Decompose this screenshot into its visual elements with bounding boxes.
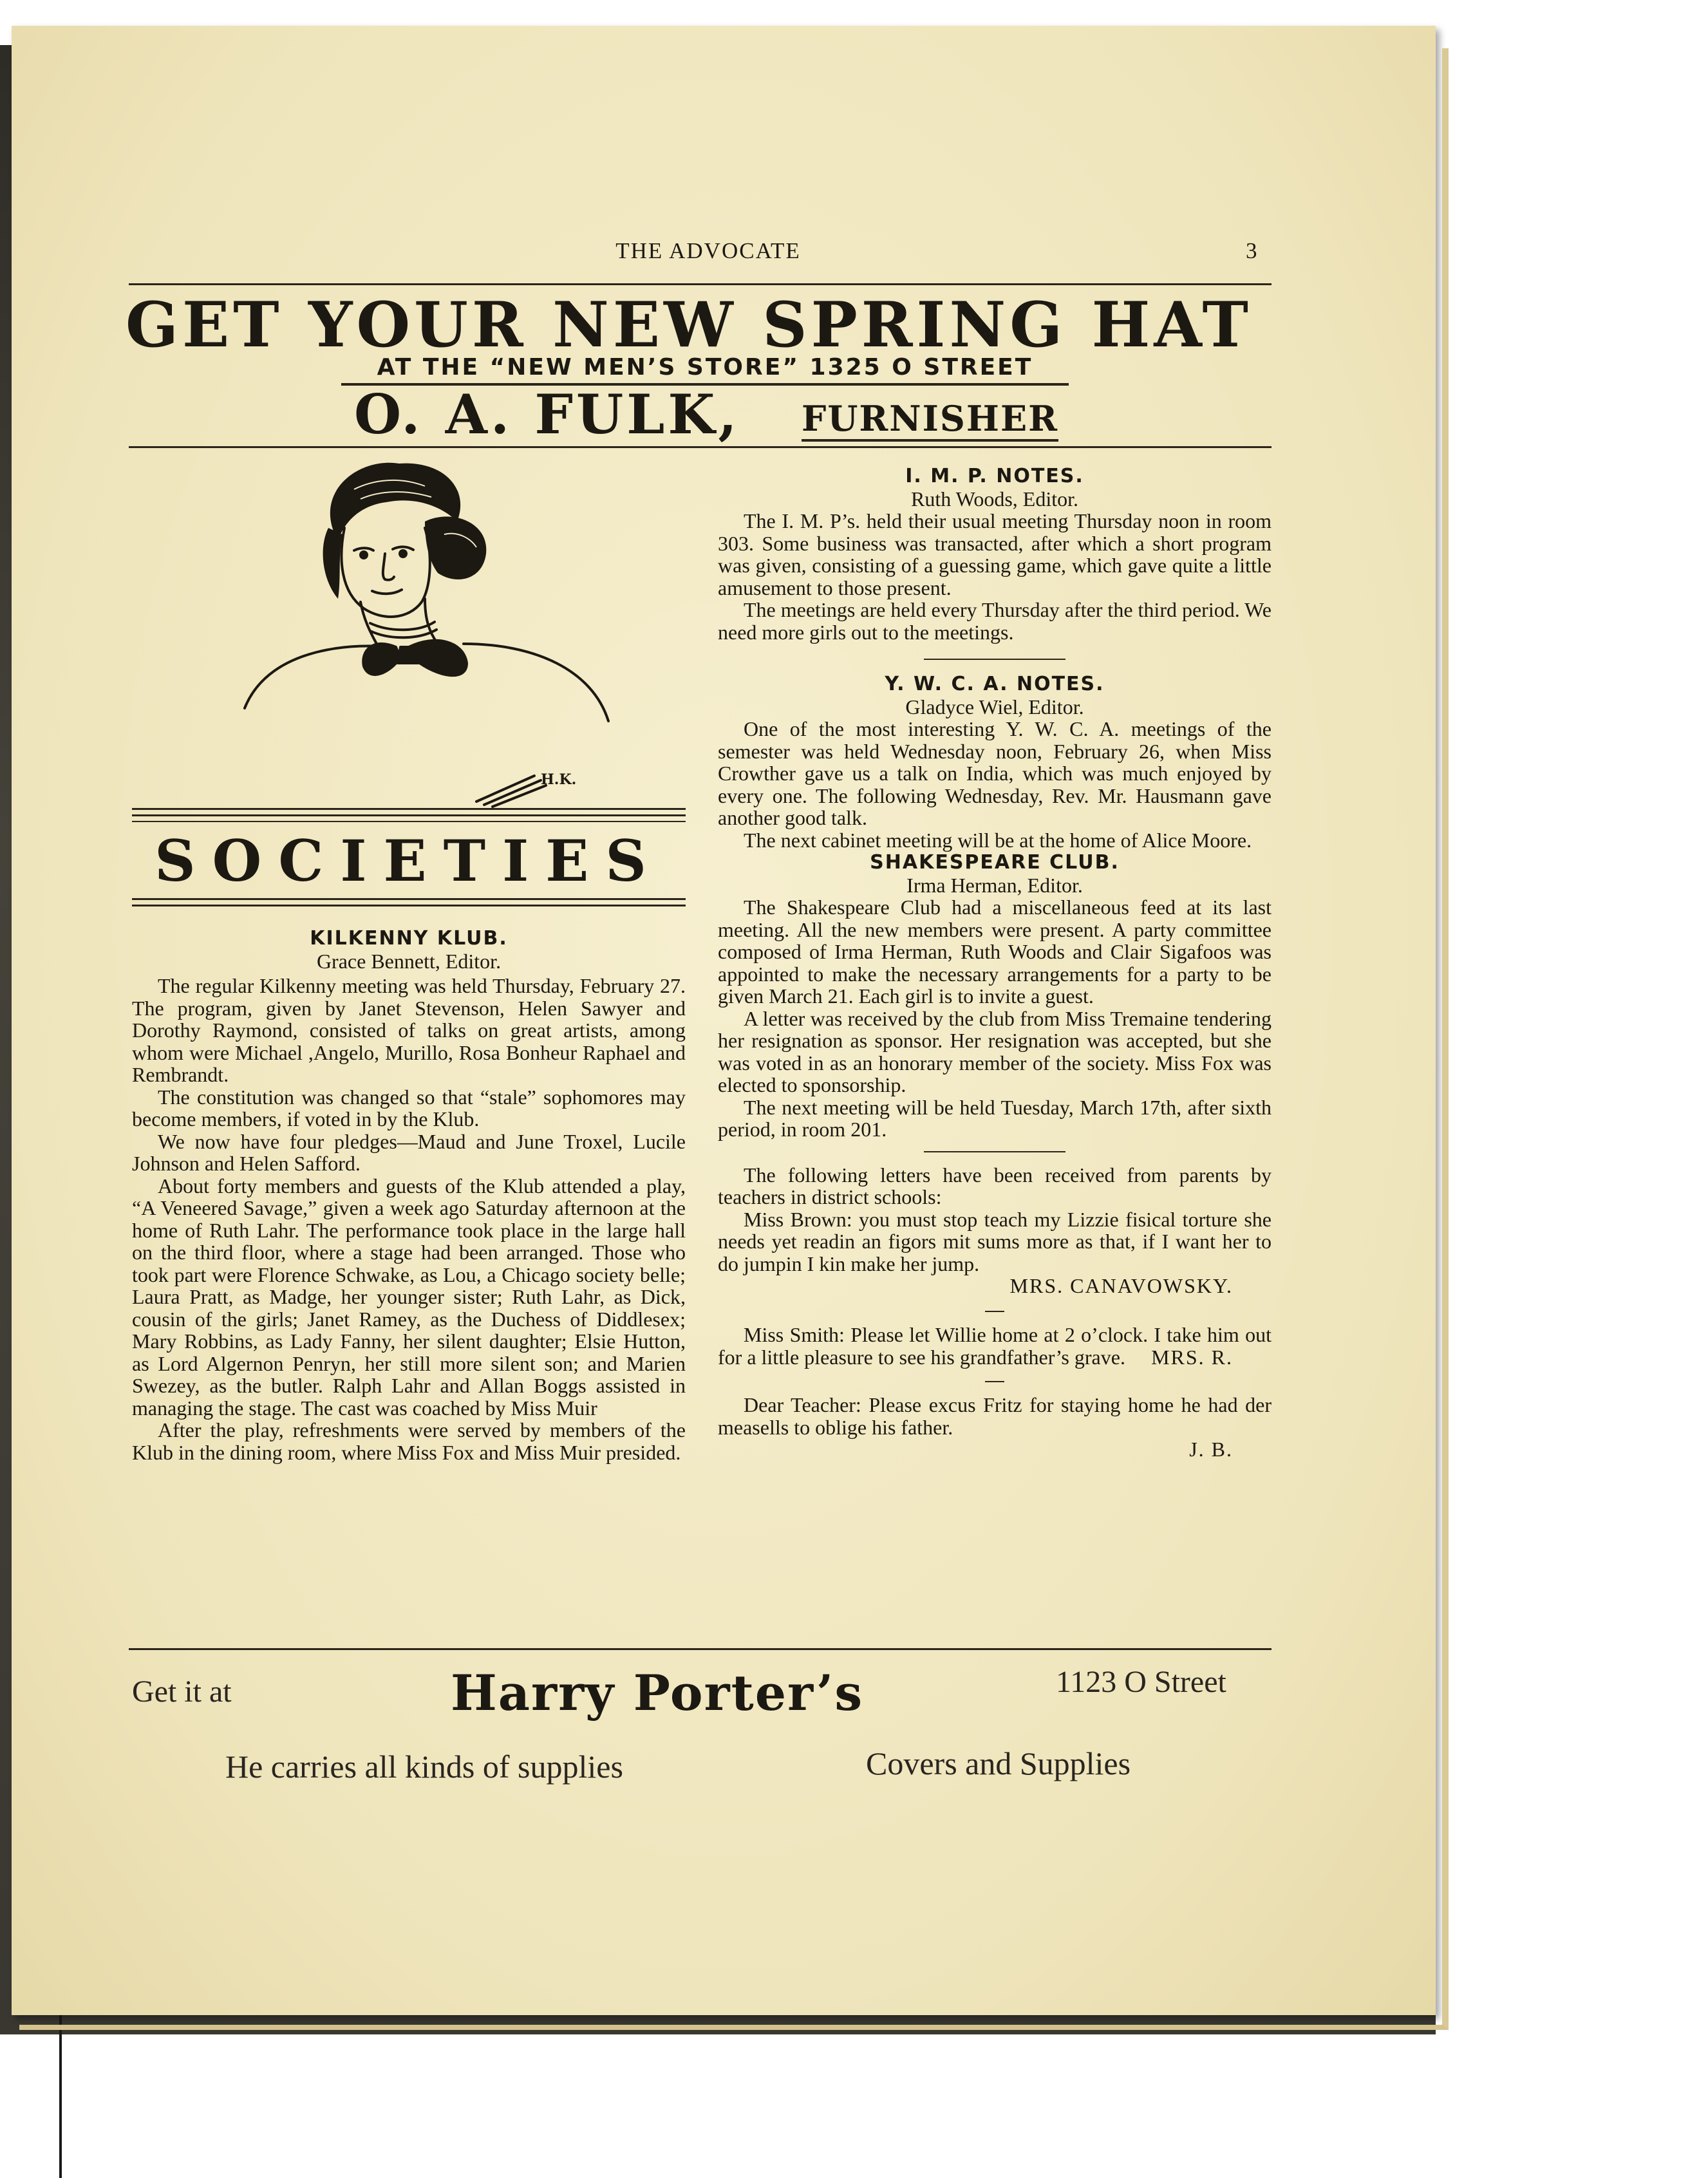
shakespeare-paragraph: The Shakespeare Club had a miscellaneous feed at its last meeting. All the new members were present. A party committee composed of Irma Herman, Ruth Woods and Clair Sigafoos was appointed to make the necessary arrangements for a party to be given March 21. Each girl is to invite a guest. [718, 896, 1272, 1008]
letter-signature: MRS. R. [1151, 1346, 1233, 1369]
societies-rule-top-3 [132, 821, 686, 822]
kilkenny-paragraph: The constitution was changed so that “stale” sophomores may become members, if voted in by the Klub. [132, 1085, 686, 1131]
shakespeare-paragraph: A letter was received by the club from Miss Tremaine tendering her resignation as sponsor. Her resignation was accepted, but she was voted in as an honorary member of the society. Miss Fox was elected to sponsorship. [718, 1006, 1272, 1096]
shakespeare-editor: Irma Herman, Editor. [906, 874, 1083, 897]
ad-merchant-name: O. A. FULK, [354, 382, 740, 446]
letter-divider [985, 1381, 1004, 1382]
section-divider [924, 1151, 1065, 1152]
left-column [132, 927, 686, 1463]
footer-get-it: Get it at [132, 1675, 232, 1709]
societies-rule-top-1 [132, 808, 686, 810]
ywca-heading: Y. W. C. A. NOTES. [885, 673, 1105, 695]
ywca-paragraph: One of the most interesting Y. W. C. A. meetings of the semester was held Wednesday noon, February 26, when Miss Crowther gave us a talk on India, which was much enjoyed by every one. The following Wednesday, Rev. Mr. Hausmann gave another good talk. [718, 717, 1272, 829]
page-number: 3 [1246, 238, 1257, 263]
societies-rule-bottom-1 [132, 898, 686, 900]
letter-text: Dear Teacher: Please excus Fritz for staying home he had der measells to oblige his father. [718, 1393, 1272, 1439]
footer-rule [129, 1648, 1272, 1650]
imp-editor: Ruth Woods, Editor. [911, 487, 1078, 511]
running-head: THE ADVOCATE [615, 238, 801, 263]
portrait-illustration [232, 451, 618, 811]
kilkenny-editor: Grace Bennett, Editor. [316, 950, 502, 973]
footer-tagline: He carries all kinds of supplies [225, 1749, 623, 1785]
ad-subtitle: AT THE “NEW MEN’S STORE” 1325 O STREET [341, 354, 1069, 386]
kilkenny-paragraph: We now have four pledges—Maud and June Troxel, Lucile Johnson and Helen Safford. [132, 1129, 686, 1175]
ywca-editor: Gladyce Wiel, Editor. [905, 695, 1084, 718]
letter-divider [985, 1311, 1004, 1312]
letter-signature: MRS. CANAVOWSKY. [1009, 1274, 1233, 1297]
societies-rule-bottom-2 [132, 905, 686, 906]
top-rule [129, 283, 1272, 285]
kilkenny-heading: KILKENNY KLUB. [310, 927, 508, 950]
letter-signature: J. B. [1189, 1438, 1233, 1461]
kilkenny-paragraph: About forty members and guests of the Klub attended a play, “A Veneered Savage,” given a week ago Saturday afternoon at the home of Ruth Lahr. The performance took place in the large hall on the third floor, where a stage had been arranged. Those who took part were Florence Schwake, as Lou, a Chicago society belle; Laura Pratt, as Madge, her younger sister; Ruth Lahr, as Dick, cousin of the girls; Janet Ramey, as the Duchess of Diddlesex; Mary Robbins, as Lady Fanny, her silent daughter; Elsie Hutton, as Lord Algernon Penryn, her still more silent son; and Marien Swezey, as the butler. Ralph Lahr and Allan Boggs assisted in managing the stage. The cast was coached by Miss Muir [132, 1174, 686, 1420]
imp-paragraph: The I. M. P’s. held their usual meeting Thursday noon in room 303. Some business was transacted, after which a short program was given, consisting of a guessing game, which gave quite a little amusement to those present. [718, 509, 1272, 599]
shakespeare-paragraph: The next meeting will be held Tuesday, March 17th, after sixth period, in room 201. [718, 1095, 1272, 1141]
letters-intro: The following letters have been received from parents by teachers in district schools: [718, 1163, 1272, 1208]
ywca-paragraph: The next cabinet meeting will be at the home of Alice Moore. [744, 828, 1252, 852]
right-column [718, 465, 1272, 1460]
ad-bottom-rule [129, 446, 1272, 448]
section-title-societies: SOCIETIES [155, 827, 663, 894]
kilkenny-paragraph: After the play, refreshments were served by members of the Klub in the dining room, where Miss Fox and Miss Muir presided. [132, 1418, 686, 1464]
ad-headline: GET YOUR NEW SPRING HAT [126, 288, 1252, 361]
section-divider [924, 659, 1065, 660]
footer-brand: Harry Porter’s [451, 1664, 864, 1722]
kilkenny-paragraph: The regular Kilkenny meeting was held Thursday, February 27. The program, given by Janet Stevenson, Helen Sawyer and Dorothy Raymond, consisted of talks on great artists, among whom were Michael ,Angelo, Murillo, Rosa Bonheur Raphael and Rembrandt. [132, 974, 686, 1086]
imp-heading: I. M. P. NOTES. [905, 465, 1084, 487]
shakespeare-heading: SHAKESPEARE CLUB. [870, 851, 1120, 874]
letter-text: Miss Smith: Please let Willie home at 2 o’clock. I take him out for a little pleasure to see his grandfather’s grave. [718, 1323, 1272, 1369]
footer-tagline-right: Covers and Supplies [866, 1745, 1131, 1781]
societies-rule-top-2 [132, 814, 686, 816]
imp-paragraph: The meetings are held every Thursday after the third period. We need more girls out to the meetings. [718, 598, 1272, 644]
letter-text: Miss Brown: you must stop teach my Lizzie fisical torture she needs yet readin an figors mit sums more as that, if I want her to do jumpin I kin make her jump. [718, 1207, 1272, 1275]
illustration-initials: H.K. [541, 771, 577, 788]
footer-address: 1123 O Street [1056, 1665, 1226, 1699]
ad-merchant-role: FURNISHER [802, 398, 1058, 442]
